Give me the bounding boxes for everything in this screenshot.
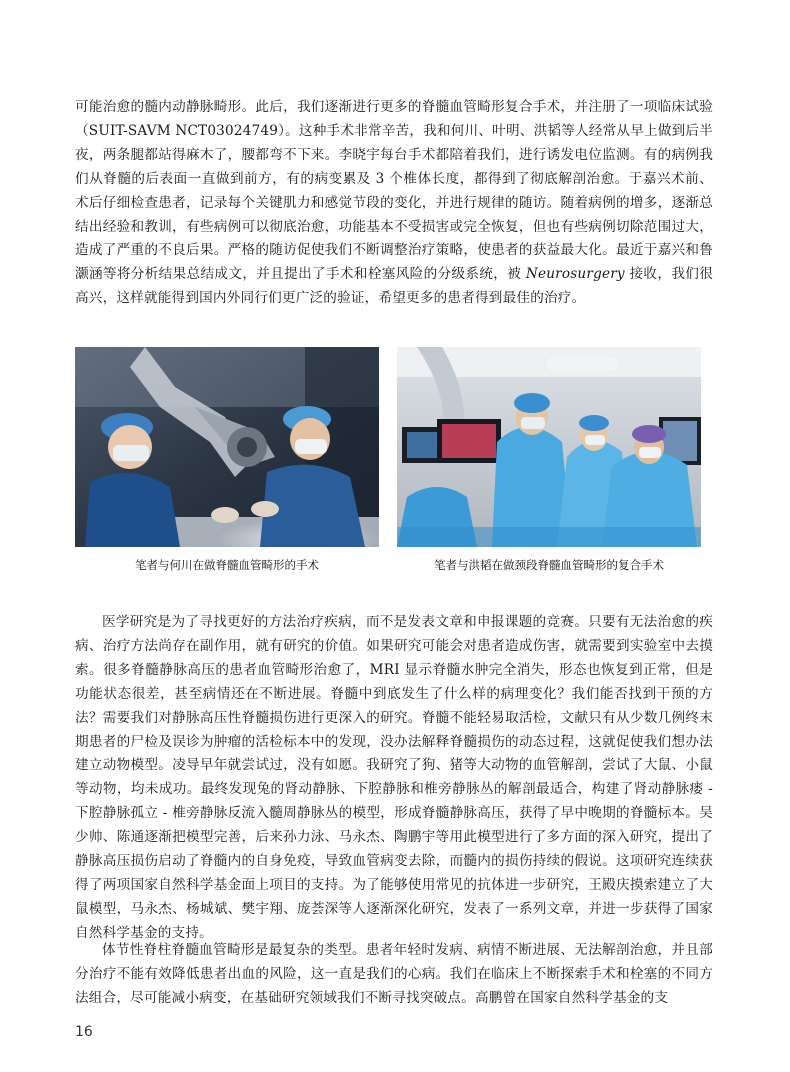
paragraph-1 xyxy=(75,96,713,311)
figure-caption-left: 笔者与何川在做脊髓血管畸形的手术 xyxy=(135,558,319,572)
surgery-photo-right xyxy=(397,347,701,547)
page-number: 16 xyxy=(75,1024,93,1040)
paragraph-3: 体节性脊柱脊髓血管畸形是最复杂的类型。患者年轻时发病、病情不断进展、无法解剖治愈，并且部分治疗不能有效降低患者出血的风险，这一直是我们的心病。我们在临床上不断探索手术和栓塞的不同方法组合，尽可能减小病变，在基础研究领域我们不断寻找突破点。高鹏曾在国家自然科学基金的支 xyxy=(75,942,713,1006)
paragraph-1-text-a: 可能治愈的髓内动静脉畸形。此后，我们逐渐进行更多的脊髓血管畸形复合手术，并注册了一项临床试验（SUIT-SAVM NCT03024749）。这种手术非常辛苦，我和何川、叶明、洪韬等人经常从早上做到后半夜，两条腿都站得麻木了，腰都弯不下来。李晓宇每台手术都陪着我们，进行诱发电位监测。有的病例我们从脊髓的后表面一直做到前方，有的病变累及 3 个椎体长度，都得到了彻底解剖治愈。于嘉兴术前、术后仔细检查患者，记录每个关键肌力和感觉节段的变化，并进行规律的随访。随着病例的增多，逐渐总结出经验和教训，有些病例可以彻底治愈，功能基本不受损害或完全恢复，但也有些病例切除范围过大，造成了严重的不良后果。严格的随访促使我们不断调整治疗策略，使患者的获益最大化。最近于嘉兴和鲁灏涵等将分析结果总结成文，并且提出了手术和栓塞风险的分级系统，被 xyxy=(75,99,713,283)
paragraph-2: 医学研究是为了寻找更好的方法治疗疾病，而不是发表文章和申报课题的竞赛。只要有无法治愈的疾病、治疗方法尚存在副作用，就有研究的价值。如果研究可能会对患者造成伤害，就需要到实验室中去摸索。很多脊髓静脉高压的患者血管畸形治愈了，MRI 显示脊髓水肿完全消失，形态也恢复到正常，但是功能状态很差，甚至病情还在不断进展。脊髓中到底发生了什么样的病理变化？我们能否找到干预的方法？需要我们对静脉高压性脊髓损伤进行更深入的研究。脊髓不能轻易取活检，文献只有从少数几例终末期患者的尸检及误诊为肿瘤的活检标本中的发现，没办法解释脊髓损伤的动态过程，这就促使我们想办法建立动物模型。凌导早年就尝试过，没有如愿。我研究了狗、猪等大动物的血管解剖，尝试了大鼠、小鼠等动物，均未成功。最终发现兔的肾动静脉、下腔静脉和椎旁静脉丛的解剖最适合，构建了肾动静脉瘘 - 下腔静脉孤立 - 椎旁静脉反流入髓周静脉丛的模型，形成脊髓静脉高压，获得了早中晚期的脊髓标本。吴少帅、陈通逐渐把模型完善，后来孙力泳、马永杰、陶鹏宇等用此模型进行了多方面的深入研究，提出了静脉高压损伤启动了脊髓内的自身免疫，导致血管病变去除，而髓内的损伤持续的假说。这项研究连续获得了两项国家自然科学基金面上项目的支持。为了能够使用常见的抗体进一步研究，王殿庆摸索建立了大鼠模型，马永杰、杨城斌、樊宇翔、庞荟深等人逐渐深化研究，发表了一系列文章，并进一步获得了国家自然科学基金的支持。 xyxy=(75,614,713,941)
journal-name: Neurosurgery xyxy=(525,266,625,283)
paragraph-1-text-b: 接收，我们很高兴，这样就能得到国内外同行们更广泛的验证，希望更多的患者得到最佳的治疗。 xyxy=(75,266,713,307)
figure-caption-right: 笔者与洪韬在做颈段脊髓血管畸形的复合手术 xyxy=(434,558,664,572)
surgery-photo-left xyxy=(75,347,379,547)
